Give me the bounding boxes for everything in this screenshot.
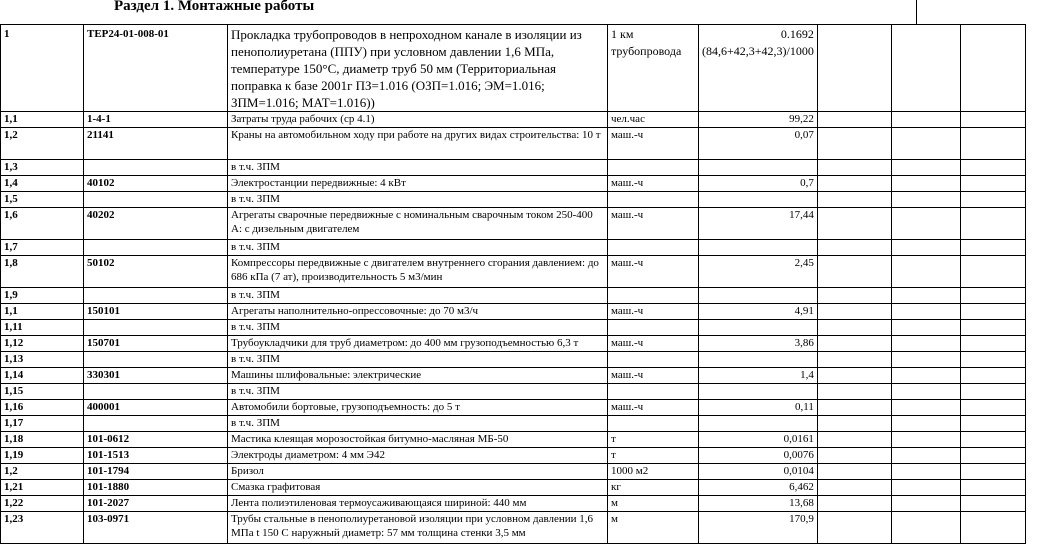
row-code[interactable] [84, 416, 228, 432]
row-quantity[interactable]: 6,462 [699, 480, 818, 496]
row-description[interactable]: Машины шлифовальные: электрические [228, 368, 608, 384]
row-description[interactable]: в т.ч. ЗПМ [228, 352, 608, 368]
empty-cell[interactable] [817, 384, 891, 400]
empty-cell[interactable] [817, 112, 891, 128]
empty-cell[interactable] [891, 25, 960, 112]
row-number[interactable]: 1,4 [1, 176, 84, 192]
empty-cell[interactable] [817, 240, 891, 256]
row-unit[interactable] [608, 416, 699, 432]
row-quantity[interactable] [699, 240, 818, 256]
empty-cell[interactable] [817, 176, 891, 192]
row-code[interactable]: 103-0971 [84, 512, 228, 544]
row-unit[interactable]: чел.час [608, 112, 699, 128]
empty-cell[interactable] [960, 208, 1025, 240]
empty-cell[interactable] [891, 112, 960, 128]
empty-cell[interactable] [891, 256, 960, 288]
empty-cell[interactable] [960, 288, 1025, 304]
row-number[interactable]: 1,3 [1, 160, 84, 176]
table-row [1, 320, 1026, 336]
empty-cell[interactable] [891, 352, 960, 368]
empty-cell[interactable] [960, 384, 1025, 400]
empty-cell[interactable] [891, 512, 960, 544]
row-description[interactable]: Прокладка трубопроводов в непроходном канале в изоляции из пенополиуретана (ППУ) при условном давлении 1,6 МПа, температуре 150°С, диаметр труб 50 мм (Территориальная поправка к базе 2001г ПЗ=1.016 (ОЗП=1.016; ЭМ=1.016; ЗПМ=1.016; МАТ=1.016)) [228, 25, 608, 112]
table-row [1, 496, 1026, 512]
row-description[interactable]: в т.ч. ЗПМ [228, 320, 608, 336]
row-number[interactable]: 1 [1, 25, 84, 112]
row-code[interactable] [84, 352, 228, 368]
row-unit[interactable]: 1 км трубопровода [608, 25, 699, 112]
row-quantity[interactable]: 0,0076 [699, 448, 818, 464]
table-row [1, 128, 1026, 160]
empty-cell[interactable] [817, 160, 891, 176]
empty-cell[interactable] [960, 416, 1025, 432]
empty-cell[interactable] [891, 288, 960, 304]
table-row [1, 192, 1026, 208]
row-description[interactable]: Трубы стальные в пенополиуретановой изоляции при условном давлении 1,6 МПа t 150 С наружный диаметр: 57 мм толщина стенки 3,5 мм [228, 512, 608, 544]
row-number[interactable]: 1,6 [1, 208, 84, 240]
row-unit[interactable]: маш.-ч [608, 304, 699, 320]
row-code[interactable]: 330301 [84, 368, 228, 384]
row-code[interactable]: 101-1880 [84, 480, 228, 496]
row-number[interactable]: 1,8 [1, 256, 84, 288]
row-unit[interactable]: маш.-ч [608, 400, 699, 416]
row-description[interactable]: Затраты труда рабочих (ср 4.1) [228, 112, 608, 128]
row-code[interactable]: 101-1794 [84, 464, 228, 480]
row-number[interactable]: 1,15 [1, 384, 84, 400]
row-quantity[interactable]: 13,68 [699, 496, 818, 512]
row-quantity[interactable]: 3,86 [699, 336, 818, 352]
row-description[interactable]: Трубоукладчики для труб диаметром: до 400 мм грузоподъемностью 6,3 т [228, 336, 608, 352]
empty-cell[interactable] [960, 304, 1025, 320]
row-unit[interactable] [608, 160, 699, 176]
row-quantity[interactable]: 0,0104 [699, 464, 818, 480]
row-unit[interactable]: маш.-ч [608, 208, 699, 240]
row-code[interactable]: ТЕР24-01-008-01 [84, 25, 228, 112]
empty-cell[interactable] [817, 25, 891, 112]
row-number[interactable]: 1,1 [1, 112, 84, 128]
row-number[interactable]: 1,23 [1, 512, 84, 544]
table-row [1, 160, 1026, 176]
row-code[interactable] [84, 384, 228, 400]
row-unit[interactable]: маш.-ч [608, 128, 699, 160]
row-description[interactable]: Бризол [228, 464, 608, 480]
empty-cell[interactable] [817, 128, 891, 160]
row-quantity[interactable] [699, 384, 818, 400]
row-number[interactable]: 1,9 [1, 288, 84, 304]
row-description[interactable]: Краны на автомобильном ходу при работе на других видах строительства: 10 т [228, 128, 608, 160]
empty-cell[interactable] [960, 256, 1025, 288]
row-description[interactable]: Электроды диаметром: 4 мм Э42 [228, 448, 608, 464]
row-quantity[interactable] [699, 288, 818, 304]
row-number[interactable]: 1,21 [1, 480, 84, 496]
table-row [1, 288, 1026, 304]
empty-cell[interactable] [960, 25, 1025, 112]
row-quantity[interactable]: 0,7 [699, 176, 818, 192]
row-quantity[interactable]: 1,4 [699, 368, 818, 384]
empty-cell[interactable] [817, 464, 891, 480]
row-number[interactable]: 1,12 [1, 336, 84, 352]
table-row [1, 336, 1026, 352]
empty-cell[interactable] [960, 496, 1025, 512]
empty-cell[interactable] [817, 192, 891, 208]
empty-cell[interactable] [891, 448, 960, 464]
table-row [1, 384, 1026, 400]
row-code[interactable]: 101-1513 [84, 448, 228, 464]
row-description[interactable]: в т.ч. ЗПМ [228, 384, 608, 400]
table-row [1, 480, 1026, 496]
row-quantity[interactable]: 99,22 [699, 112, 818, 128]
empty-cell[interactable] [960, 336, 1025, 352]
row-description[interactable]: Мастика клеящая морозостойкая битумно-масляная МБ-50 [228, 432, 608, 448]
empty-cell[interactable] [960, 240, 1025, 256]
empty-cell[interactable] [817, 256, 891, 288]
row-quantity[interactable] [699, 352, 818, 368]
row-code[interactable] [84, 288, 228, 304]
row-number[interactable]: 1,7 [1, 240, 84, 256]
empty-cell[interactable] [960, 464, 1025, 480]
row-description[interactable]: Агрегаты наполнительно-опрессовочные: до 70 м3/ч [228, 304, 608, 320]
row-code[interactable]: 50102 [84, 256, 228, 288]
empty-cell[interactable] [891, 128, 960, 160]
empty-cell[interactable] [817, 352, 891, 368]
empty-cell[interactable] [891, 496, 960, 512]
empty-cell[interactable] [960, 512, 1025, 544]
row-code[interactable]: 1-4-1 [84, 112, 228, 128]
row-description[interactable]: в т.ч. ЗПМ [228, 240, 608, 256]
empty-cell[interactable] [960, 432, 1025, 448]
header-divider [916, 0, 917, 25]
empty-cell[interactable] [960, 320, 1025, 336]
row-description[interactable]: Лента полиэтиленовая термоусаживающаяся шириной: 440 мм [228, 496, 608, 512]
table-row [1, 368, 1026, 384]
row-quantity[interactable]: 2,45 [699, 256, 818, 288]
empty-cell[interactable] [817, 368, 891, 384]
empty-cell[interactable] [891, 240, 960, 256]
row-unit[interactable]: 1000 м2 [608, 464, 699, 480]
row-unit[interactable] [608, 192, 699, 208]
row-unit[interactable]: маш.-ч [608, 368, 699, 384]
row-quantity[interactable]: 0,07 [699, 128, 818, 160]
section-title: Раздел 1. Монтажные работы [114, 0, 315, 14]
row-unit[interactable]: кг [608, 480, 699, 496]
row-unit[interactable] [608, 352, 699, 368]
row-unit[interactable]: м [608, 512, 699, 544]
empty-cell[interactable] [817, 400, 891, 416]
empty-cell[interactable] [960, 160, 1025, 176]
row-description[interactable]: Компрессоры передвижные с двигателем внутреннего сгорания давлением: до 686 кПа (7 ат), производительность 5 м3/мин [228, 256, 608, 288]
row-unit[interactable]: маш.-ч [608, 336, 699, 352]
main-row [1, 25, 1026, 112]
empty-cell[interactable] [891, 400, 960, 416]
empty-cell[interactable] [960, 400, 1025, 416]
row-quantity[interactable]: 4,91 [699, 304, 818, 320]
table-row [1, 352, 1026, 368]
table-row [1, 112, 1026, 128]
row-unit[interactable]: маш.-ч [608, 256, 699, 288]
empty-cell[interactable] [891, 160, 960, 176]
empty-cell[interactable] [817, 496, 891, 512]
section-header [0, 0, 916, 25]
row-code[interactable]: 21141 [84, 128, 228, 160]
empty-cell[interactable] [960, 128, 1025, 160]
row-quantity[interactable]: 17,44 [699, 208, 818, 240]
empty-cell[interactable] [817, 432, 891, 448]
empty-cell[interactable] [891, 192, 960, 208]
empty-cell[interactable] [891, 320, 960, 336]
table-row [1, 256, 1026, 288]
table-row [1, 416, 1026, 432]
row-unit[interactable] [608, 320, 699, 336]
empty-cell[interactable] [960, 176, 1025, 192]
row-unit[interactable] [608, 384, 699, 400]
empty-cell[interactable] [891, 416, 960, 432]
table-row [1, 240, 1026, 256]
row-number[interactable]: 1,2 [1, 128, 84, 160]
row-number[interactable]: 1,22 [1, 496, 84, 512]
empty-cell[interactable] [817, 336, 891, 352]
empty-cell[interactable] [817, 304, 891, 320]
row-unit[interactable]: т [608, 448, 699, 464]
row-unit[interactable]: м [608, 496, 699, 512]
row-number[interactable]: 1,2 [1, 464, 84, 480]
table-row [1, 208, 1026, 240]
table-row [1, 176, 1026, 192]
row-code[interactable]: 400001 [84, 400, 228, 416]
row-code[interactable]: 150701 [84, 336, 228, 352]
empty-cell[interactable] [960, 448, 1025, 464]
empty-cell[interactable] [817, 480, 891, 496]
row-unit[interactable]: т [608, 432, 699, 448]
empty-cell[interactable] [891, 304, 960, 320]
empty-cell[interactable] [817, 416, 891, 432]
empty-cell[interactable] [817, 512, 891, 544]
row-code[interactable]: 40102 [84, 176, 228, 192]
row-unit[interactable] [608, 240, 699, 256]
row-quantity[interactable]: 0,0161 [699, 432, 818, 448]
table-row [1, 304, 1026, 320]
empty-cell[interactable] [817, 448, 891, 464]
table-row [1, 432, 1026, 448]
row-code[interactable] [84, 240, 228, 256]
empty-cell[interactable] [891, 176, 960, 192]
empty-cell[interactable] [960, 352, 1025, 368]
row-quantity[interactable] [699, 192, 818, 208]
row-code[interactable]: 40202 [84, 208, 228, 240]
row-quantity[interactable]: 170,9 [699, 512, 818, 544]
empty-cell[interactable] [817, 320, 891, 336]
empty-cell[interactable] [891, 368, 960, 384]
empty-cell[interactable] [891, 464, 960, 480]
empty-cell[interactable] [960, 112, 1025, 128]
row-code[interactable] [84, 160, 228, 176]
row-code[interactable] [84, 192, 228, 208]
row-quantity[interactable] [699, 160, 818, 176]
row-code[interactable]: 101-2027 [84, 496, 228, 512]
row-number[interactable]: 1,11 [1, 320, 84, 336]
table-row [1, 464, 1026, 480]
row-number[interactable]: 1,14 [1, 368, 84, 384]
row-number[interactable]: 1,1 [1, 304, 84, 320]
row-description[interactable]: Агрегаты сварочные передвижные с номинальным сварочным током 250-400 А: с дизельным двигателем [228, 208, 608, 240]
row-number[interactable]: 1,5 [1, 192, 84, 208]
empty-cell[interactable] [960, 192, 1025, 208]
row-code[interactable]: 150101 [84, 304, 228, 320]
row-quantity[interactable] [699, 416, 818, 432]
row-description[interactable]: Смазка графитовая [228, 480, 608, 496]
row-number[interactable]: 1,13 [1, 352, 84, 368]
row-description[interactable]: в т.ч. ЗПМ [228, 288, 608, 304]
row-number[interactable]: 1,16 [1, 400, 84, 416]
empty-cell[interactable] [891, 208, 960, 240]
estimate-table [0, 24, 1026, 544]
empty-cell[interactable] [891, 480, 960, 496]
empty-cell[interactable] [960, 368, 1025, 384]
row-number[interactable]: 1,18 [1, 432, 84, 448]
row-unit[interactable] [608, 288, 699, 304]
row-description[interactable]: в т.ч. ЗПМ [228, 416, 608, 432]
row-description[interactable]: Автомобили бортовые, грузоподъемность: до 5 т [228, 400, 608, 416]
row-unit[interactable]: маш.-ч [608, 176, 699, 192]
row-number[interactable]: 1,19 [1, 448, 84, 464]
row-description[interactable]: Электростанции передвижные: 4 кВт [228, 176, 608, 192]
table-row [1, 512, 1026, 544]
row-quantity[interactable] [699, 320, 818, 336]
empty-cell[interactable] [891, 336, 960, 352]
empty-cell[interactable] [817, 288, 891, 304]
row-quantity[interactable]: 0,11 [699, 400, 818, 416]
empty-cell[interactable] [891, 384, 960, 400]
table-row [1, 448, 1026, 464]
row-description[interactable]: в т.ч. ЗПМ [228, 160, 608, 176]
row-number[interactable]: 1,17 [1, 416, 84, 432]
row-code[interactable]: 101-0612 [84, 432, 228, 448]
row-description[interactable]: в т.ч. ЗПМ [228, 192, 608, 208]
empty-cell[interactable] [817, 208, 891, 240]
row-code[interactable] [84, 320, 228, 336]
table-row [1, 400, 1026, 416]
row-quantity[interactable]: 0.1692 (84,6+42,3+42,3)/1000 [699, 25, 818, 112]
empty-cell[interactable] [891, 432, 960, 448]
empty-cell[interactable] [960, 480, 1025, 496]
